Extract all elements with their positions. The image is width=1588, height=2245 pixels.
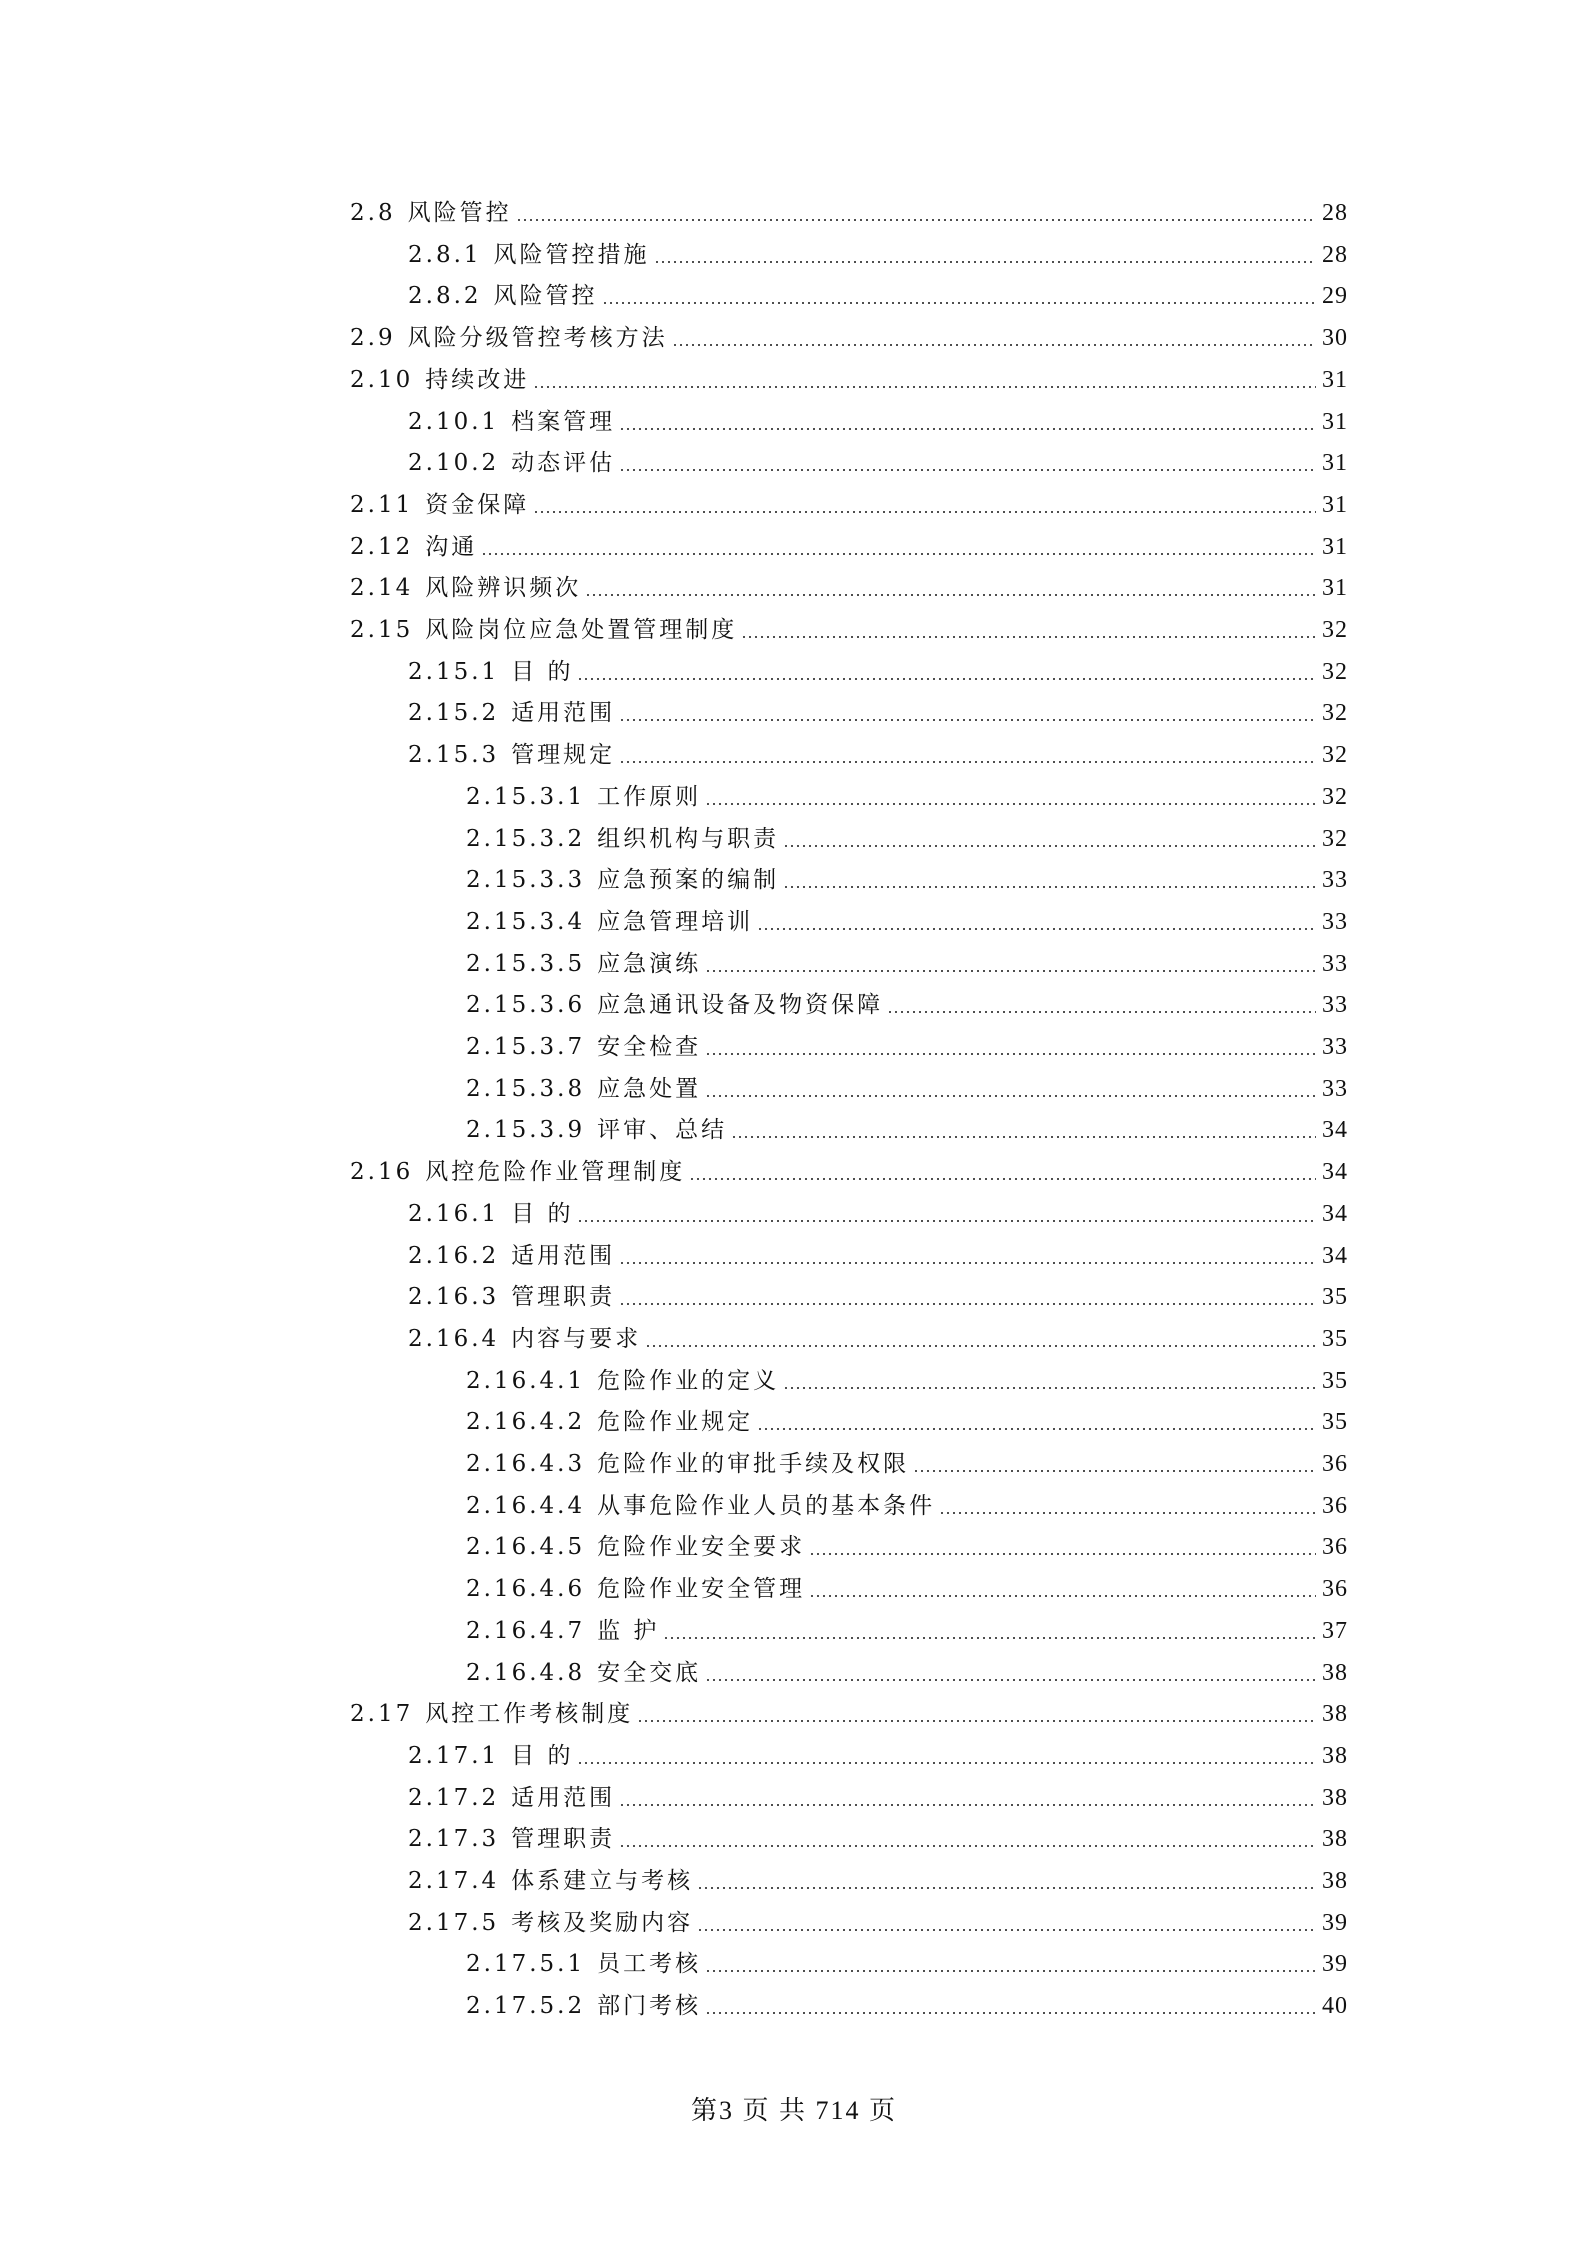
toc-entry-page: 37 <box>1322 1618 1348 1644</box>
toc-leader-dots <box>705 970 1316 972</box>
toc-leader-dots <box>887 1011 1316 1013</box>
toc-entry-number: 2.17.4 <box>408 1868 500 1894</box>
toc-leader-dots <box>672 344 1316 346</box>
toc-leader-dots <box>741 636 1316 638</box>
toc-entry-page: 33 <box>1322 1034 1348 1060</box>
toc-entry-page: 35 <box>1322 1368 1348 1394</box>
toc-entry[interactable] <box>466 1989 1348 2023</box>
toc-leader-dots <box>663 1637 1316 1639</box>
toc-entry[interactable] <box>350 488 1348 522</box>
toc-entry-page: 34 <box>1322 1201 1348 1227</box>
toc-leader-dots <box>533 386 1316 388</box>
toc-entry-number: 2.16.4 <box>408 1326 500 1352</box>
toc-entry-number: 2.15.3.9 <box>466 1117 586 1143</box>
toc-entry-page: 32 <box>1322 742 1348 768</box>
toc-entry-title: 沟通 <box>425 534 478 560</box>
toc-leader-dots <box>913 1470 1316 1472</box>
toc-entry[interactable] <box>408 405 1348 439</box>
toc-entry-page: 31 <box>1322 409 1348 435</box>
toc-leader-dots <box>783 845 1316 847</box>
toc-entry[interactable] <box>408 1822 1348 1856</box>
toc-leader-dots <box>705 1095 1316 1097</box>
toc-entry-title: 应急演练 <box>597 951 702 977</box>
toc-entry-page: 36 <box>1322 1493 1348 1519</box>
toc-leader-dots <box>697 1887 1316 1889</box>
toc-entry[interactable] <box>466 1364 1348 1398</box>
toc-entry-title: 员工考核 <box>597 1951 702 1977</box>
toc-entry-page: 31 <box>1322 575 1348 601</box>
toc-entry-number: 2.15.3.1 <box>466 784 586 810</box>
toc-entry[interactable] <box>408 1280 1348 1314</box>
toc-entry-number: 2.15 <box>350 617 414 643</box>
toc-entry-number: 2.9 <box>350 325 396 351</box>
toc-entry-title: 风险管控 <box>493 283 598 309</box>
toc-entry[interactable] <box>408 238 1348 272</box>
toc-entry-page: 33 <box>1322 909 1348 935</box>
toc-entry-title: 危险作业安全管理 <box>597 1576 806 1602</box>
toc-leader-dots <box>585 594 1316 596</box>
toc-entry-number: 2.16.4.1 <box>466 1368 586 1394</box>
toc-entry[interactable] <box>350 571 1348 605</box>
toc-leader-dots <box>619 719 1316 721</box>
toc-leader-dots <box>619 761 1316 763</box>
toc-leader-dots <box>757 928 1316 930</box>
toc-entry[interactable] <box>466 1614 1348 1648</box>
toc-entry-title: 应急预案的编制 <box>597 867 780 893</box>
toc-entry-number: 2.8.1 <box>408 242 482 268</box>
toc-entry[interactable] <box>408 1322 1348 1356</box>
toc-entry[interactable] <box>408 1864 1348 1898</box>
toc-entry[interactable] <box>466 947 1348 981</box>
toc-entry-number: 2.16 <box>350 1159 414 1185</box>
toc-entry[interactable] <box>466 780 1348 814</box>
toc-leader-dots <box>637 1720 1316 1722</box>
toc-entry-title: 应急通讯设备及物资保障 <box>597 992 884 1018</box>
toc-entry-title: 风控危险作业管理制度 <box>425 1159 686 1185</box>
toc-entry-page: 36 <box>1322 1534 1348 1560</box>
toc-entry-page: 38 <box>1322 1701 1348 1727</box>
toc-entry-page: 31 <box>1322 534 1348 560</box>
toc-leader-dots <box>577 678 1316 680</box>
toc-leader-dots <box>809 1553 1316 1555</box>
toc-entry-number: 2.15.3 <box>408 742 500 768</box>
toc-entry[interactable] <box>350 1697 1348 1731</box>
toc-entry-number: 2.16.4.6 <box>466 1576 586 1602</box>
toc-entry-title: 工作原则 <box>597 784 702 810</box>
toc-entry[interactable] <box>466 822 1348 856</box>
toc-leader-dots <box>645 1345 1316 1347</box>
toc-entry-number: 2.10.2 <box>408 450 500 476</box>
toc-entry-title: 目 的 <box>511 659 574 685</box>
toc-entry-title: 安全检查 <box>597 1034 702 1060</box>
toc-entry-number: 2.17 <box>350 1701 414 1727</box>
toc-leader-dots <box>619 1845 1316 1847</box>
toc-entry[interactable] <box>466 1072 1348 1106</box>
toc-entry-page: 31 <box>1322 492 1348 518</box>
toc-leader-dots <box>705 1970 1316 1972</box>
toc-entry-number: 2.17.5 <box>408 1910 500 1936</box>
toc-entry[interactable] <box>408 1781 1348 1815</box>
toc-entry-number: 2.15.1 <box>408 659 500 685</box>
page-footer: 第3 页 共 714 页 <box>690 2096 897 2125</box>
toc-leader-dots <box>705 803 1316 805</box>
toc-entry-page: 28 <box>1322 242 1348 268</box>
toc-entry-page: 31 <box>1322 450 1348 476</box>
toc-leader-dots <box>809 1595 1316 1597</box>
toc-entry-title: 目 的 <box>511 1743 574 1769</box>
toc-entry-title: 管理规定 <box>511 742 616 768</box>
toc-entry-page: 34 <box>1322 1243 1348 1269</box>
toc-entry-number: 2.16.3 <box>408 1284 500 1310</box>
toc-entry-page: 34 <box>1322 1117 1348 1143</box>
toc-entry[interactable] <box>408 1739 1348 1773</box>
toc-entry-title: 应急管理培训 <box>597 909 754 935</box>
toc-leader-dots <box>619 1804 1316 1806</box>
toc-leader-dots <box>516 219 1316 221</box>
toc-entry-title: 安全交底 <box>597 1660 702 1686</box>
toc-entry-title: 适用范围 <box>511 700 616 726</box>
toc-entry-title: 监 护 <box>597 1618 660 1644</box>
toc-entry-number: 2.12 <box>350 534 414 560</box>
toc-leader-dots <box>602 302 1316 304</box>
toc-entry-number: 2.10 <box>350 367 414 393</box>
toc-entry-number: 2.15.3.8 <box>466 1076 586 1102</box>
toc-entry-page: 35 <box>1322 1284 1348 1310</box>
toc-entry-page: 35 <box>1322 1326 1348 1352</box>
toc-entry-number: 2.16.1 <box>408 1201 500 1227</box>
toc-entry-title: 资金保障 <box>425 492 530 518</box>
toc-entry-page: 38 <box>1322 1660 1348 1686</box>
toc-leader-dots <box>619 1303 1316 1305</box>
toc-entry-title: 从事危险作业人员的基本条件 <box>597 1493 936 1519</box>
toc-entry-title: 风险分级管控考核方法 <box>407 325 668 351</box>
toc-entry-title: 动态评估 <box>511 450 616 476</box>
toc-entry-title: 管理职责 <box>511 1284 616 1310</box>
toc-entry-title: 内容与要求 <box>511 1326 642 1352</box>
toc-entry-title: 适用范围 <box>511 1243 616 1269</box>
toc-leader-dots <box>705 1053 1316 1055</box>
toc-entry[interactable] <box>466 863 1348 897</box>
toc-leader-dots <box>619 428 1316 430</box>
toc-entry-number: 2.17.1 <box>408 1743 500 1769</box>
toc-leader-dots <box>731 1136 1316 1138</box>
toc-entry-title: 考核及奖励内容 <box>511 1910 694 1936</box>
toc-leader-dots <box>705 1679 1316 1681</box>
toc-entry-title: 组织机构与职责 <box>597 826 780 852</box>
toc-entry-title: 风控工作考核制度 <box>425 1701 634 1727</box>
toc-entry-page: 39 <box>1322 1951 1348 1977</box>
toc-leader-dots <box>654 261 1316 263</box>
toc-entry-number: 2.11 <box>350 492 414 518</box>
toc-leader-dots <box>783 886 1316 888</box>
toc-entry-number: 2.17.2 <box>408 1785 500 1811</box>
toc-leader-dots <box>619 1262 1316 1264</box>
toc-entry-title: 危险作业安全要求 <box>597 1534 806 1560</box>
toc-entry-number: 2.8.2 <box>408 283 482 309</box>
toc-entry[interactable] <box>408 1239 1348 1273</box>
toc-entry[interactable] <box>466 1947 1348 1981</box>
toc-entry-page: 38 <box>1322 1826 1348 1852</box>
toc-entry-page: 40 <box>1322 1993 1348 2019</box>
toc-entry-number: 2.15.3.5 <box>466 951 586 977</box>
toc-entry-number: 2.17.5.1 <box>466 1951 586 1977</box>
toc-entry-number: 2.15.3.4 <box>466 909 586 935</box>
toc-entry-page: 33 <box>1322 867 1348 893</box>
toc-entry-page: 39 <box>1322 1910 1348 1936</box>
toc-entry-number: 2.16.4.5 <box>466 1534 586 1560</box>
toc-entry-page: 33 <box>1322 1076 1348 1102</box>
toc-entry-title: 危险作业规定 <box>597 1409 754 1435</box>
toc-entry-page: 36 <box>1322 1451 1348 1477</box>
toc-entry[interactable] <box>350 1155 1348 1189</box>
toc-entry-number: 2.17.3 <box>408 1826 500 1852</box>
toc-entry[interactable] <box>408 446 1348 480</box>
toc-entry-page: 31 <box>1322 367 1348 393</box>
toc-entry[interactable] <box>408 655 1348 689</box>
toc-entry[interactable] <box>466 905 1348 939</box>
toc-entry-number: 2.15.3.3 <box>466 867 586 893</box>
toc-entry-page: 35 <box>1322 1409 1348 1435</box>
toc-entry[interactable] <box>408 738 1348 772</box>
toc-entry-number: 2.16.2 <box>408 1243 500 1269</box>
toc-entry-number: 2.16.4.2 <box>466 1409 586 1435</box>
toc-entry-page: 38 <box>1322 1868 1348 1894</box>
toc-entry[interactable] <box>466 1572 1348 1606</box>
toc-entry-page: 32 <box>1322 617 1348 643</box>
toc-entry-number: 2.8 <box>350 200 396 226</box>
toc-entry-page: 28 <box>1322 200 1348 226</box>
toc-entry-number: 2.16.4.8 <box>466 1660 586 1686</box>
toc-entry-number: 2.16.4.4 <box>466 1493 586 1519</box>
toc-entry-title: 档案管理 <box>511 409 616 435</box>
toc-entry-page: 32 <box>1322 659 1348 685</box>
toc-entry[interactable] <box>466 1030 1348 1064</box>
toc-entry-page: 34 <box>1322 1159 1348 1185</box>
toc-entry-title: 危险作业的定义 <box>597 1368 780 1394</box>
toc-entry-page: 30 <box>1322 325 1348 351</box>
toc-entry[interactable] <box>466 1656 1348 1690</box>
toc-entry[interactable] <box>466 1530 1348 1564</box>
toc-entry-page: 38 <box>1322 1743 1348 1769</box>
toc-entry-title: 应急处置 <box>597 1076 702 1102</box>
toc-entry-page: 33 <box>1322 951 1348 977</box>
toc-entry-page: 32 <box>1322 826 1348 852</box>
toc-entry-page: 33 <box>1322 992 1348 1018</box>
toc-entry-number: 2.15.3.7 <box>466 1034 586 1060</box>
toc-entry[interactable] <box>466 1405 1348 1439</box>
toc-entry-number: 2.15.3.2 <box>466 826 586 852</box>
toc-entry[interactable] <box>350 363 1348 397</box>
toc-entry-number: 2.16.4.7 <box>466 1618 586 1644</box>
toc-leader-dots <box>577 1220 1316 1222</box>
toc-entry-page: 38 <box>1322 1785 1348 1811</box>
toc-entry[interactable] <box>350 613 1348 647</box>
toc-leader-dots <box>533 511 1316 513</box>
toc-leader-dots <box>783 1387 1316 1389</box>
toc-entry-page: 36 <box>1322 1576 1348 1602</box>
toc-entry-number: 2.15.2 <box>408 700 500 726</box>
toc-entry-title: 风险辨识频次 <box>425 575 582 601</box>
toc-entry-number: 2.16.4.3 <box>466 1451 586 1477</box>
toc-leader-dots <box>705 2012 1316 2014</box>
toc-entry-number: 2.14 <box>350 575 414 601</box>
toc-entry-title: 部门考核 <box>597 1993 702 2019</box>
toc-entry-title: 目 的 <box>511 1201 574 1227</box>
toc-leader-dots <box>619 469 1316 471</box>
toc-leader-dots <box>939 1512 1316 1514</box>
toc-entry[interactable] <box>466 1113 1348 1147</box>
toc-entry-title: 风险管控措施 <box>493 242 650 268</box>
toc-entry-title: 适用范围 <box>511 1785 616 1811</box>
toc-entry[interactable] <box>350 530 1348 564</box>
toc-leader-dots <box>689 1178 1316 1180</box>
toc-entry[interactable] <box>466 1489 1348 1523</box>
toc-entry-title: 风险管控 <box>407 200 512 226</box>
toc-entry-page: 32 <box>1322 784 1348 810</box>
toc-entry-title: 管理职责 <box>511 1826 616 1852</box>
toc-entry[interactable] <box>408 1906 1348 1940</box>
toc-entry-title: 体系建立与考核 <box>511 1868 694 1894</box>
toc-entry[interactable] <box>408 696 1348 730</box>
toc-entry[interactable] <box>408 1197 1348 1231</box>
toc-entry[interactable] <box>466 988 1348 1022</box>
toc-leader-dots <box>577 1762 1316 1764</box>
toc-entry[interactable] <box>408 279 1348 313</box>
toc-entry-title: 风险岗位应急处置管理制度 <box>425 617 738 643</box>
toc-leader-dots <box>481 553 1316 555</box>
toc-entry-number: 2.17.5.2 <box>466 1993 586 2019</box>
toc-entry-title: 评审、总结 <box>597 1117 728 1143</box>
toc-entry[interactable] <box>466 1447 1348 1481</box>
toc-entry[interactable] <box>350 196 1348 230</box>
toc-leader-dots <box>757 1428 1316 1430</box>
toc-entry-number: 2.10.1 <box>408 409 500 435</box>
toc-entry-title: 危险作业的审批手续及权限 <box>597 1451 910 1477</box>
toc-entry-title: 持续改进 <box>425 367 530 393</box>
toc-entry[interactable] <box>350 321 1348 355</box>
toc-leader-dots <box>697 1929 1316 1931</box>
toc-entry-page: 32 <box>1322 700 1348 726</box>
toc-entry-page: 29 <box>1322 283 1348 309</box>
toc-entry-number: 2.15.3.6 <box>466 992 586 1018</box>
